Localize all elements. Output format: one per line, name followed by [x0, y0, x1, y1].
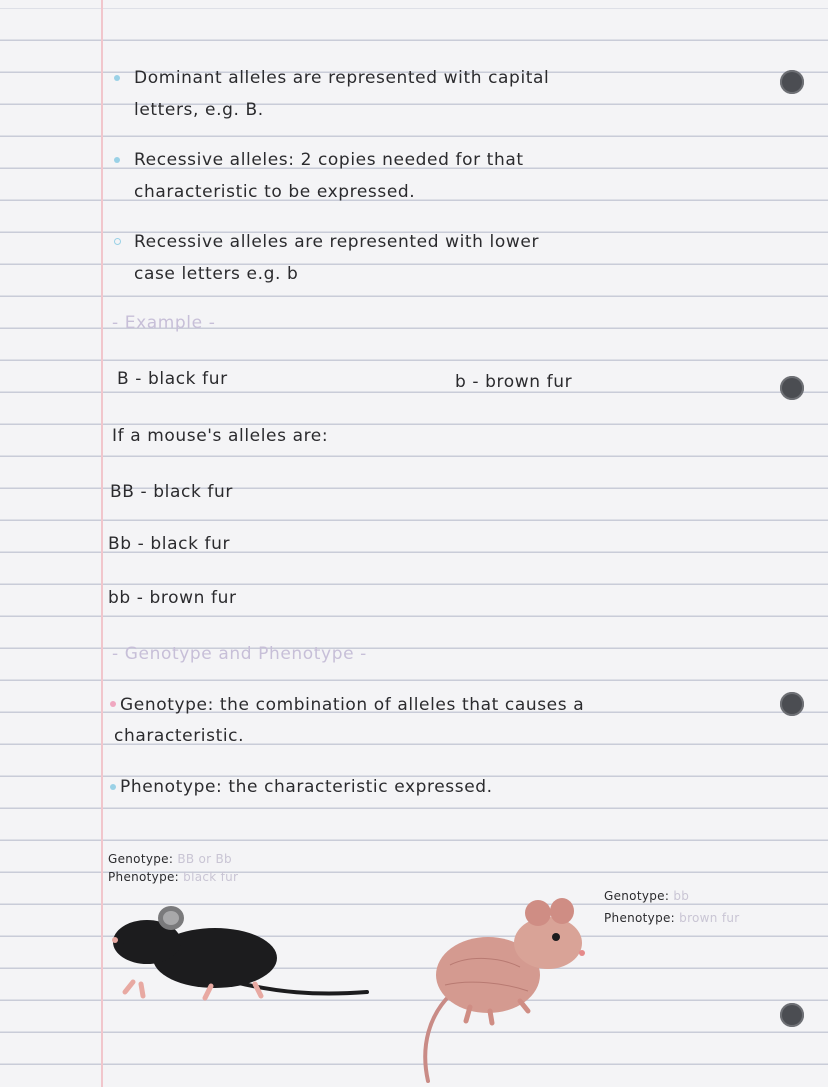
binder-hole-2: [780, 376, 804, 400]
caption-genotype-value: bb: [673, 889, 690, 903]
caption-phenotype-value: black fur: [183, 870, 239, 884]
genotype-phenotype-heading: - Genotype and Phenotype -: [112, 644, 367, 664]
brown-mouse-caption-phenotype: [604, 911, 739, 925]
recessive-lower-line-2: case letters e.g. b: [134, 264, 299, 284]
caption-genotype-label: Genotype:: [108, 852, 174, 866]
brown-mouse-illustration: [410, 895, 600, 1085]
phenotype-definition: Phenotype: the characteristic expressed.: [120, 777, 493, 797]
binder-hole-1: [780, 70, 804, 94]
brown-mouse-caption: [604, 889, 689, 903]
genotype-definition-line-1: Genotype: the combination of alleles that causes a: [120, 695, 585, 715]
dominant-line-1: Dominant alleles are represented with capital: [134, 68, 550, 88]
bullet-dot: [114, 238, 121, 245]
bullet-dot: [114, 75, 120, 81]
caption-phenotype-value: brown fur: [679, 911, 740, 925]
bullet-dot: [110, 784, 116, 790]
dominant-line-2: letters, e.g. B.: [134, 100, 264, 120]
small-b-brown-fur: b - brown fur: [455, 372, 573, 392]
black-mouse-caption-phenotype: [108, 870, 238, 884]
Bb-black-fur: Bb - black fur: [108, 534, 231, 554]
bullet-dot: [110, 701, 116, 707]
big-b-black-fur: B - black fur: [117, 369, 228, 389]
bullet-dot: [114, 157, 120, 163]
BB-black-fur: BB - black fur: [110, 482, 233, 502]
caption-phenotype-label: Phenotype:: [108, 870, 180, 884]
bb-brown-fur: bb - brown fur: [108, 588, 237, 608]
recessive-copies-line-2: characteristic to be expressed.: [134, 182, 416, 202]
black-mouse-caption: [108, 852, 232, 866]
binder-hole-3: [780, 692, 804, 716]
caption-genotype-value: BB or Bb: [177, 852, 232, 866]
binder-hole-4: [780, 1003, 804, 1027]
caption-genotype-label: Genotype:: [604, 889, 670, 903]
example-heading: - Example -: [112, 313, 216, 333]
recessive-lower-line-1: Recessive alleles are represented with lower: [134, 232, 540, 252]
black-mouse-illustration: [105, 900, 385, 1010]
genotype-definition-line-2: characteristic.: [114, 726, 245, 746]
if-mouse-alleles: If a mouse's alleles are:: [112, 426, 329, 446]
recessive-copies-line-1: Recessive alleles: 2 copies needed for that: [134, 150, 524, 170]
caption-phenotype-label: Phenotype:: [604, 911, 676, 925]
